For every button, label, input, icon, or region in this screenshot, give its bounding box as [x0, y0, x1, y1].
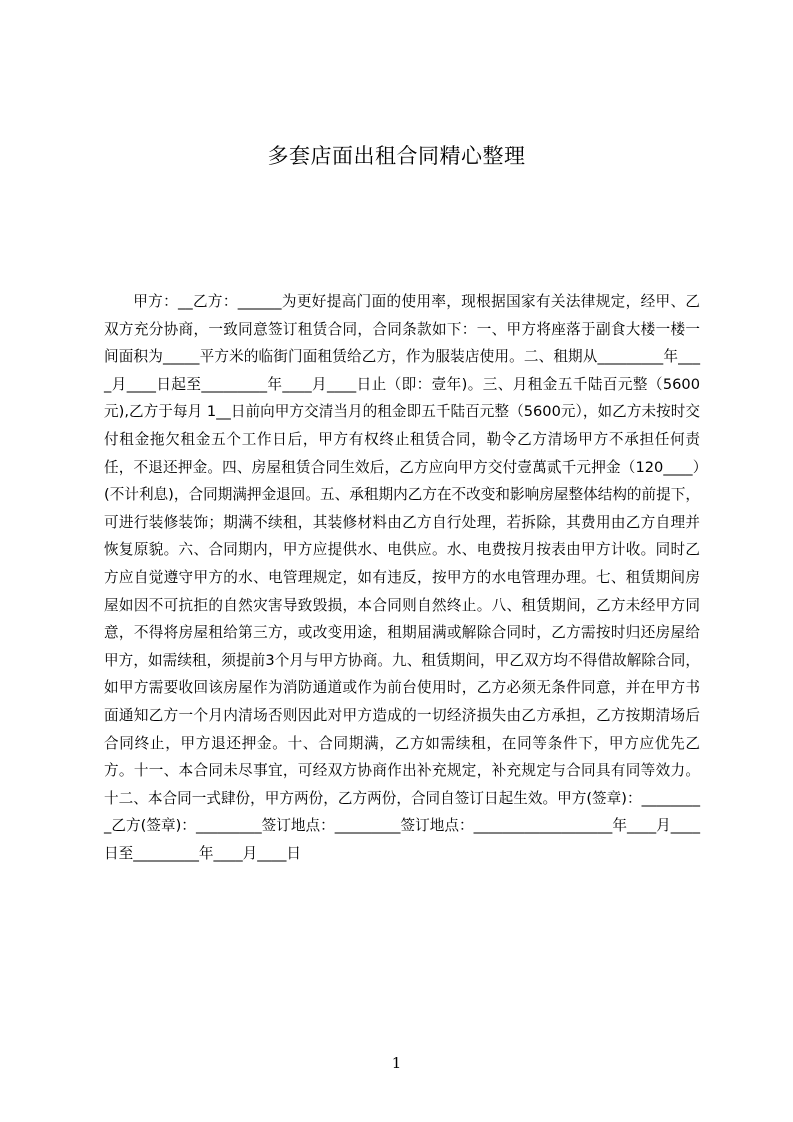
page-number: 1 [391, 1054, 402, 1072]
document-title: 多套店面出租合同精心整理 [267, 144, 526, 168]
contract-body: 甲方：__乙方：______为更好提高门面的使用率，现根据国家有关法律规定，经甲、乙双方充分协商，一致同意签订租赁合同，合同条款如下：一、甲方将座落于副食大楼一楼一间面积为_____平方米的临街门面租赁给乙方，作为服装店使用。二、租期从_________年____月____日起至_________年____月____日止（即：壹年)。三、月租金五千陆百元整（5600元),乙方于每月 1__日前向甲方交清当月的租金即五千陆百元整（5600元），如乙方未按时交付租金拖欠租金五个工作日后，甲方有权终止租赁合同，勒令乙方清场甲方不承担任何责任，不退还押金。四、房屋租赁合同生效后，乙方应向甲方交付壹萬贰千元押金（120____）(不计利息)，合同期满押金退回。五、承租期内乙方在不改变和影响房屋整体结构的前提下，可进行装修装饰；期满不续租，其装修材料由乙方自行处理，若拆除，其费用由乙方自理并恢复原貌。六、合同期内，甲方应提供水、电供应。水、电费按月按表由甲方计收。同时乙方应自觉遵守甲方的水、电管理规定，如有违反，按甲方的水电管理办理。七、租赁期间房屋如因不可抗拒的自然灾害导致毁损，本合同则自然终止。八、租赁期间，乙方未经甲方同意，不得将房屋租给第三方，或改变用途，租期届满或解除合同时，乙方需按时归还房屋给甲方，如需续租，须提前3个月与甲方协商。九、租赁期间，甲乙双方均不得借故解除合同，如甲方需要收回该房屋作为消防通道或作为前台使用时，乙方必须无条件同意，并在甲方书面通知乙方一个月内清场否则因此对甲方造成的一切经济损失由乙方承担，乙方按期清场后合同终止，甲方退还押金。十、合同期满，乙方如需续租，在同等条件下，甲方应优先乙方。十一、本合同未尽事宜，可经双方协商作出补充规定，补充规定与合同具有同等效力。十二、本合同一式肆份，甲方两份，乙方两份，合同自签订日起生效。甲方(签章)：_________乙方(签章)：_________签订地点：_________签订地点：___________________年____月____日至_________年____月____日 [104, 293, 700, 862]
